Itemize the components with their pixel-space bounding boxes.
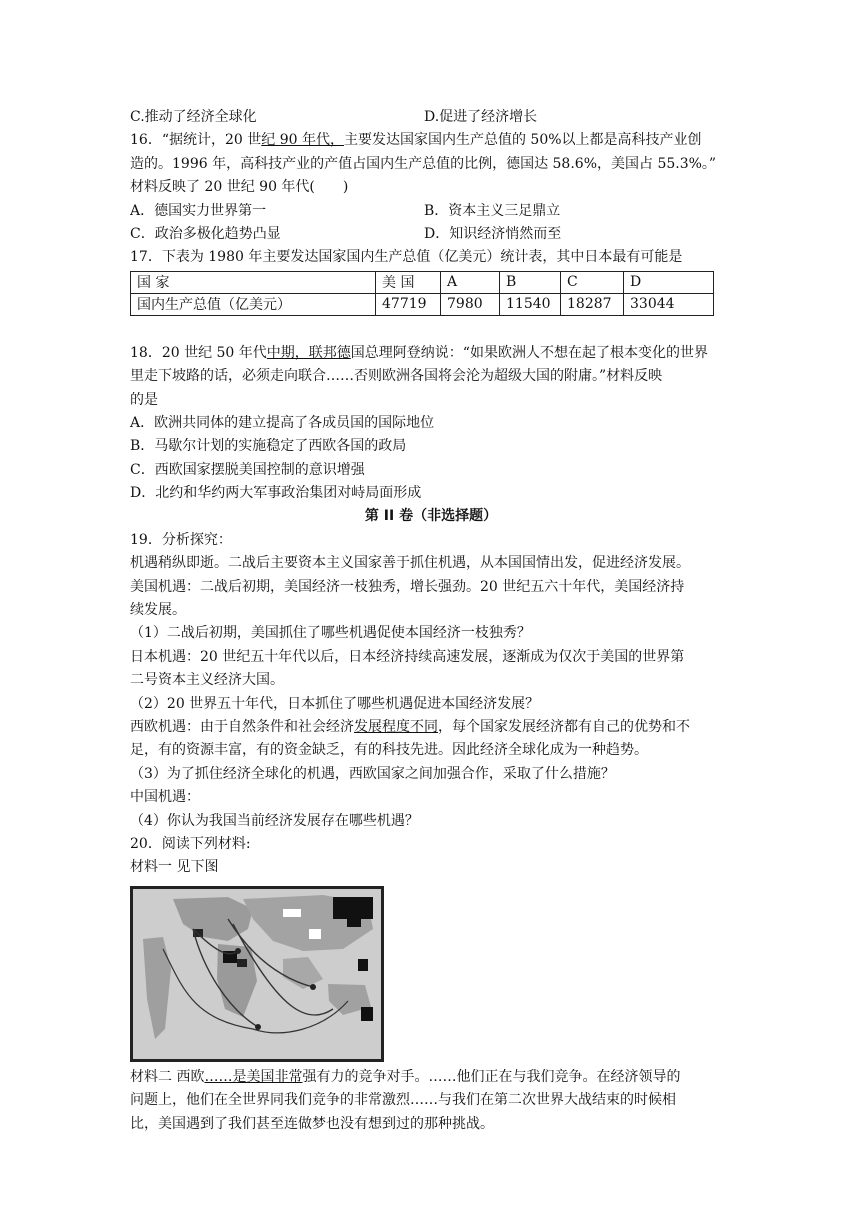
q19-line: 机遇稍纵即逝。二战后主要资本主义国家善于抓住机遇，从本国国情出发，促进经济发展。 bbox=[130, 555, 690, 572]
q19-question-3: （3）为了抓住经济全球化的机遇，西欧国家之间加强合作，采取了什么措施？ bbox=[130, 765, 615, 782]
q19-question-1: （1）二战后初期，美国抓住了哪些机遇促使本国经济一枝独秀？ bbox=[130, 625, 531, 642]
q20-material1-label: 材料一 见下图 bbox=[130, 859, 219, 876]
q19-title: 19．分析探究： bbox=[130, 531, 232, 548]
table-cell: D bbox=[624, 271, 714, 293]
q18-option-a: A．欧洲共同体的建立提高了各成员国的国际地位 bbox=[130, 414, 435, 431]
table-row bbox=[131, 293, 714, 315]
q18-option-b: B．马歇尔计划的实施稳定了西欧各国的政局 bbox=[130, 438, 407, 455]
q19-west-line: 西欧机遇：由于自然条件和社会经济发展程度不同，每个国家发展经济都有自己的优势和不 bbox=[130, 718, 690, 735]
q20-material2-line3: 比，美国遇到了我们甚至连做梦也没有想到过的那种挑战。 bbox=[130, 1115, 494, 1132]
q16-option-b: B．资本主义三足鼎立 bbox=[424, 202, 561, 219]
q16-option-d: D．知识经济悄然而至 bbox=[424, 225, 562, 242]
q18-stem-line3: 的是 bbox=[130, 391, 158, 408]
q20-material2-line2: 问题上，他们在全世界同我们竞争的非常激烈……与我们在第二次世界大战结束的时候相 bbox=[130, 1092, 676, 1109]
q15-option-d: D.促进了经济增长 bbox=[424, 109, 538, 125]
q19-line: 中国机遇： bbox=[130, 789, 200, 806]
q19-line: 二号资本主义经济大国。 bbox=[130, 672, 284, 689]
q16-option-a: A．德国实力世界第一 bbox=[130, 202, 267, 219]
table-cell: 美 国 bbox=[376, 271, 441, 293]
q16-options-cd bbox=[130, 223, 732, 246]
q19-question-2: （2）20 世界五十年代，日本抓住了哪些机遇促进本国经济发展？ bbox=[130, 695, 540, 712]
q19-line: 足，有的资源丰富，有的资金缺乏，有的科技先进。因此经济全球化成为一种趋势。 bbox=[130, 742, 648, 759]
world-map-figure bbox=[130, 886, 384, 1062]
exam-page bbox=[130, 106, 732, 1136]
table-cell: 国 家 bbox=[131, 271, 376, 293]
q16-stem-line2: 造的。1996 年，高科技产业的产值占国内生产总值的比例，德国达 58.6%，美国占 55.3%。” bbox=[130, 155, 717, 172]
gdp-table bbox=[130, 271, 714, 316]
q20-title: 20．阅读下列材料: bbox=[130, 835, 251, 852]
table-cell: 47719 bbox=[376, 293, 441, 315]
q19-line: 美国机遇：二战后初期，美国经济一枝独秀，增长强劲。20 世纪五六十年代，美国经济持 bbox=[130, 578, 685, 595]
table-cell: A bbox=[441, 271, 500, 293]
q16-options-ab bbox=[130, 200, 732, 223]
q19-line: 日本机遇：20 世纪五十年代以后，日本经济持续高速发展，逐渐成为仅次于美国的世界第 bbox=[130, 648, 685, 665]
q18-option-d: D．北约和华约两大军事政治集团对峙局面形成 bbox=[130, 485, 422, 502]
map-icon bbox=[133, 889, 381, 1059]
table-cell: C bbox=[561, 271, 624, 293]
q18-stem-line2: 里走下坡路的话，必须走向联合……否则欧洲各国将会沦为超级大国的附庸。”材料反映 bbox=[130, 368, 663, 385]
table-header-row bbox=[131, 271, 714, 293]
table-cell: 18287 bbox=[561, 293, 624, 315]
q16-option-c: C．政治多极化趋势凸显 bbox=[130, 225, 281, 242]
q16-stem-line3: 材料反映了 20 世纪 90 年代( ) bbox=[130, 179, 349, 196]
q15-option-c: C.推动了经济全球化 bbox=[130, 109, 257, 125]
q18-option-c: C．西欧国家摆脱美国控制的意识增强 bbox=[130, 461, 365, 478]
q16-stem-line1: 16．“据统计，20 世纪 90 年代，主要发达国家国内生产总值的 50%以上都是高科技产业创 bbox=[130, 132, 702, 149]
table-cell: B bbox=[500, 271, 561, 293]
section-title: 第 II 卷（非选择题） bbox=[364, 508, 498, 525]
q15-options bbox=[130, 106, 732, 129]
q17-stem: 17．下表为 1980 年主要发达国家国内生产总值（亿美元）统计表，其中日本最有可能是 bbox=[130, 249, 683, 266]
table-cell: 11540 bbox=[500, 293, 561, 315]
table-cell: 国内生产总值（亿美元） bbox=[131, 293, 376, 315]
q19-line: 续发展。 bbox=[130, 602, 186, 619]
q19-question-4: （4）你认为我国当前经济发展存在哪些机遇？ bbox=[130, 812, 419, 829]
table-cell: 7980 bbox=[441, 293, 500, 315]
q18-stem-line1: 18．20 世纪 50 年代中期，联邦德国总理阿登纳说：“如果欧洲人不想在起了根本变化的世界 bbox=[130, 344, 708, 361]
table-cell: 33044 bbox=[624, 293, 714, 315]
q20-material2-line1: 材料二 西欧……是美国非常强有力的竞争对手。……他们正在与我们竞争。在经济领导的 bbox=[130, 1068, 681, 1085]
